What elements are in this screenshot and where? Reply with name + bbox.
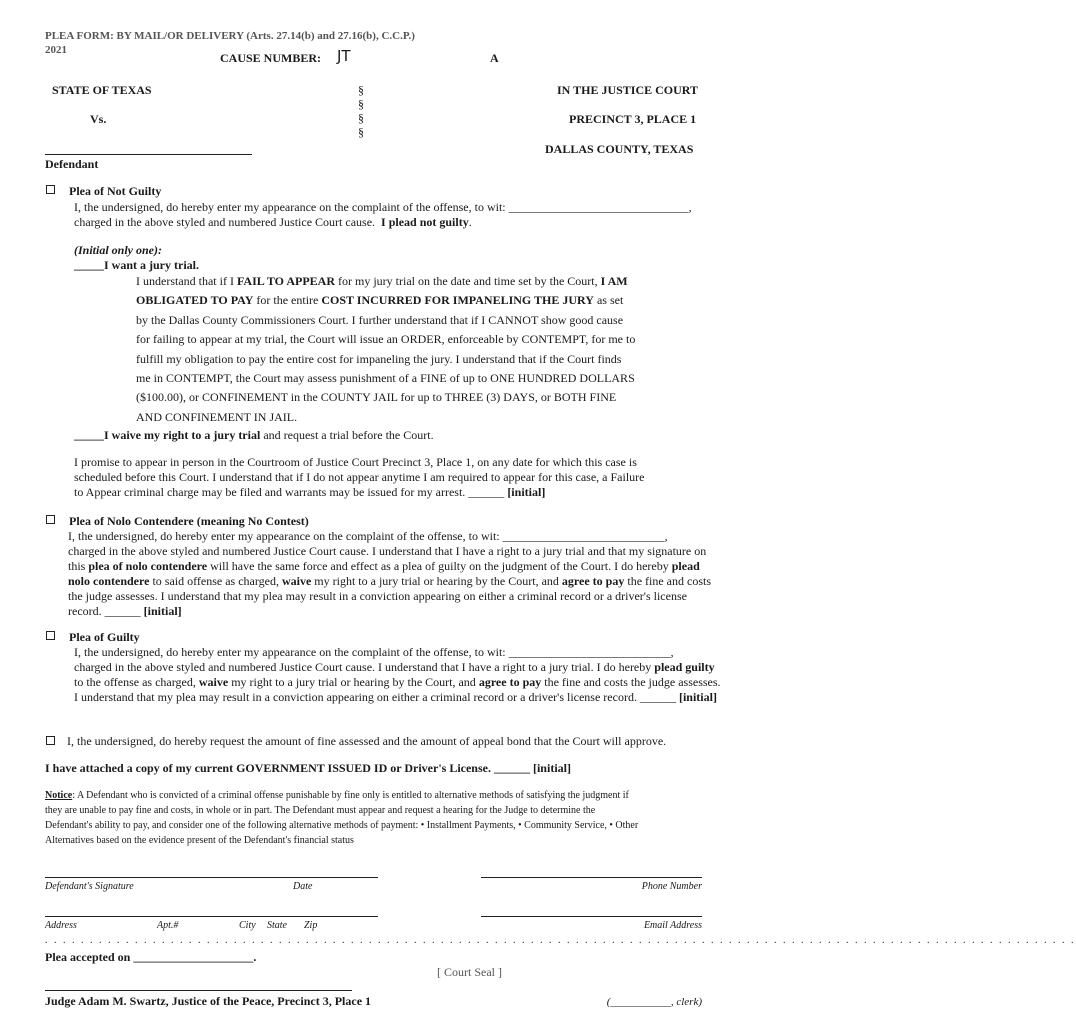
address-label: Address	[45, 920, 77, 931]
not-guilty-heading: Plea of Not Guilty	[69, 184, 162, 198]
cause-number-suffix: A	[490, 51, 499, 65]
guilty-text: I, the undersigned, do hereby enter my appearance on the complaint of the offense, to wit: ___________________________, charged in the above styled and numbered Justice Court cause. I understand that I have a right to a jury trial. I do hereby plead guilty to the offense as charged, waive my right to a jury trial or hearing by the Court, and agree to pay the fine and costs the judge assesses. I understand that my plea may result in a conviction appearing on either a criminal record or a driver's license record. ______ [initial]	[74, 645, 721, 704]
cause-number-value[interactable]: JT	[337, 47, 351, 65]
id-attached-statement: I have attached a copy of my current GOVERNMENT ISSUED ID or Driver's License. ______ [initial]	[45, 761, 571, 775]
guilty-checkbox[interactable]	[46, 631, 55, 640]
jury-cost-paragraph: I understand that if I FAIL TO APPEAR for my jury trial on the date and time set by the Court, I AM OBLIGATED TO PAY for the entire COST INCURRED FOR IMPANELING THE JURY as set by the Dallas County Commissioners Court. I further understand that if I CANNOT show good cause for failing to appear at my trial, the Court will issue an ORDER, enforceable by CONTEMPT, for me to fulfill my obligation to pay the entire cost for impaneling the jury. I understand that if the Court finds me in CONTEMPT, the Court may assess punishment of a FINE of up to ONE HUNDRED DOLLARS ($100.00), or CONFINEMENT in the COUNTY JAIL for up to THREE (3) DAYS, or BOTH FINE AND CONFINEMENT IN JAIL.	[136, 274, 636, 424]
appearance-promise: I promise to appear in person in the Courtroom of Justice Court Precinct 3, Place 1, on any date for which this case is scheduled before this Court. I understand that if I do not appear anytime I am required to appear for this case, a Failure to Appear criminal charge may be filed and warrants may be issued for my arrest. ______ [initial]	[74, 455, 645, 499]
not-guilty-checkbox[interactable]	[46, 185, 55, 194]
phone-label: Phone Number	[641, 881, 702, 892]
clerk-label: (___________, clerk)	[606, 996, 702, 1008]
state-label: State	[267, 920, 287, 931]
dotted-separator: . . . . . . . . . . . . . . . . . . . . . . . . . . . . . . . . . . . . . . . . . . . . . . . . . . . . . . . . . . . . . . . . . . . . . . . . . . . . . . . . . . . . . . . . . . . . . . . . . . . . . . . . . . . . . . . . . . .	[45, 935, 1076, 946]
court-seal: [ Court Seal ]	[437, 965, 502, 979]
date-label: Date	[293, 881, 313, 892]
versus-label: Vs.	[90, 112, 107, 126]
precinct-place: PRECINCT 3, PLACE 1	[569, 112, 697, 126]
address-line[interactable]	[45, 916, 378, 917]
waive-jury-option[interactable]: _____I waive my right to a jury trial and request a trial before the Court.	[74, 428, 434, 442]
nolo-heading: Plea of Nolo Contendere (meaning No Contest)	[69, 514, 309, 528]
cause-number-label: CAUSE NUMBER:	[220, 51, 322, 65]
not-guilty-line1: I, the undersigned, do hereby enter my appearance on the complaint of the offense, to wit: ______________________________,	[74, 200, 692, 214]
defendant-label: Defendant	[45, 157, 99, 171]
judge-signature-line[interactable]	[45, 990, 352, 991]
jury-trial-option[interactable]: _____I want a jury trial.	[74, 258, 199, 272]
judge-name: Judge Adam M. Swartz, Justice of the Peace, Precinct 3, Place 1	[45, 994, 372, 1008]
initial-only-one: (Initial only one):	[74, 243, 163, 257]
section-symbols: § § § §	[358, 83, 364, 139]
city-label: City	[239, 920, 256, 931]
email-line[interactable]	[481, 916, 702, 917]
defendant-name-line[interactable]	[45, 154, 252, 155]
form-year: 2021	[45, 44, 67, 56]
form-title: PLEA FORM: BY MAIL/OR DELIVERY (Arts. 27.14(b) and 27.16(b), C.C.P.)	[45, 30, 415, 42]
plea-accepted: Plea accepted on ____________________.	[45, 950, 257, 964]
appeal-bond-checkbox[interactable]	[46, 736, 55, 745]
nolo-checkbox[interactable]	[46, 515, 55, 524]
state-of-texas: STATE OF TEXAS	[52, 83, 152, 97]
apt-label: Apt.#	[157, 920, 179, 931]
court-name: IN THE JUSTICE COURT	[557, 83, 699, 97]
defendant-signature-label: Defendant's Signature	[45, 881, 134, 892]
appeal-bond-request: I, the undersigned, do hereby request the amount of fine assessed and the amount of appeal bond that the Court will approve.	[67, 734, 667, 748]
nolo-text: I, the undersigned, do hereby enter my appearance on the complaint of the offense, to wit: ___________________________, charged in the above styled and numbered Justice Court cause. I understand that I have a right to a jury trial and that my signature on this plea of nolo contendere will have the same force and effect as a plea of guilty on the judgment of the Court. I do hereby plead nolo contendere to said offense as charged, waive my right to a jury trial or hearing by the Court, and agree to pay the fine and costs the judge assesses. I understand that my plea may result in a conviction appearing on either a criminal record or a driver's license record. ______ [initial]	[68, 529, 712, 618]
not-guilty-line2: charged in the above styled and numbered Justice Court cause. I plead not guilty.	[74, 215, 472, 229]
guilty-heading: Plea of Guilty	[69, 630, 140, 644]
zip-label: Zip	[304, 920, 318, 931]
notice-label: Notice	[45, 790, 73, 801]
email-label: Email Address	[643, 920, 702, 931]
phone-line[interactable]	[481, 877, 702, 878]
notice-paragraph: Notice: A Defendant who is convicted of a criminal offense punishable by fine only is entitled to alternative methods of satisfying the judgment if they are unable to pay fine and costs, in whole or in part. The Defendant must appear and request a hearing for the Judge to determine the Defendant's ability to pay, and consider one of the following alternative methods of payment: • Installment Payments, • Community Service, • Other Alternatives based on the evidence present of the Defendant's financial status	[45, 790, 639, 846]
signature-line[interactable]	[45, 877, 378, 878]
county-name: DALLAS COUNTY, TEXAS	[545, 142, 694, 156]
